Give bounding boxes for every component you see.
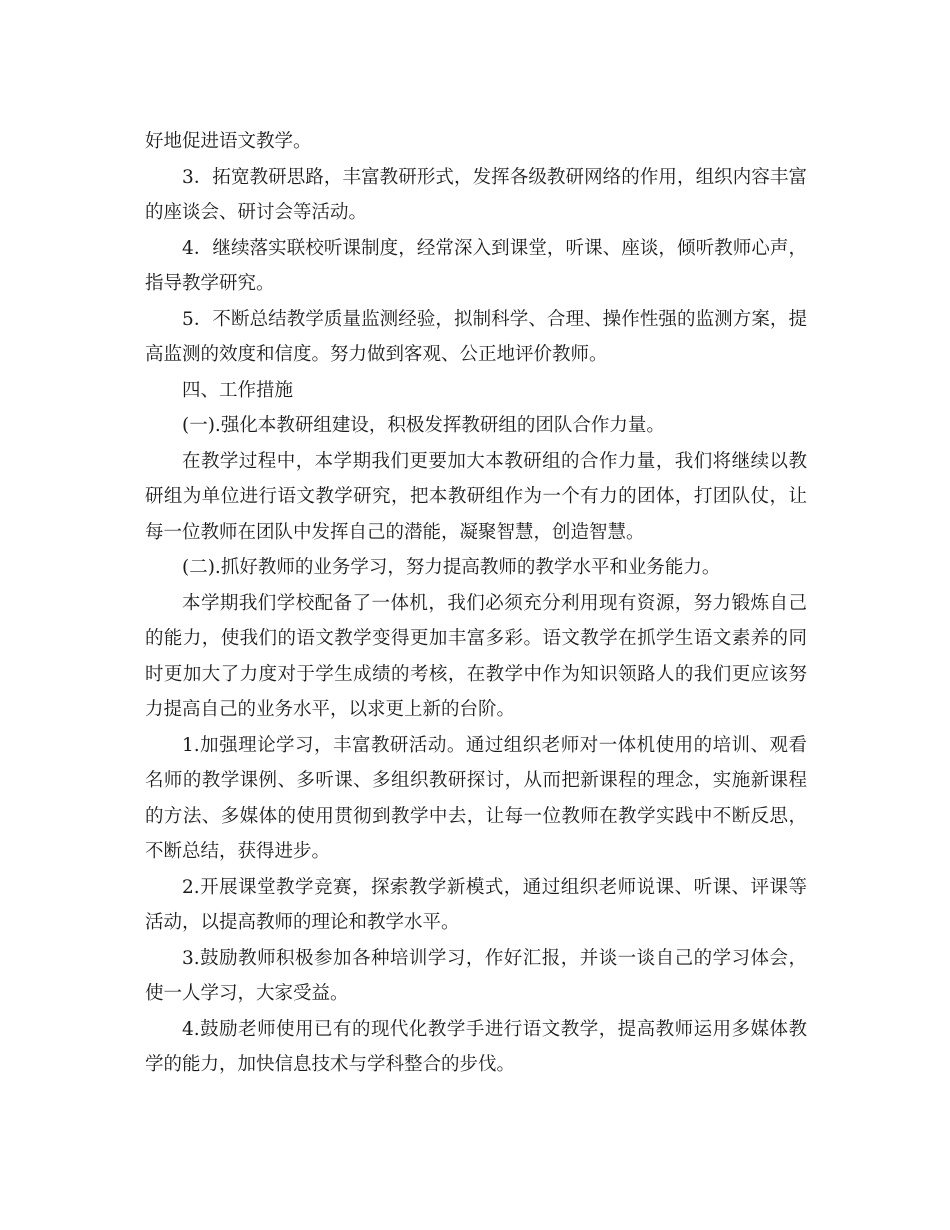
- document-body: [145, 124, 807, 1083]
- paragraph-professional-study: 本学期我们学校配备了一体机，我们必须充分利用现有资源，努力锻炼自己的能力，使我们的语文教学变得更加丰富多彩。语文教学在抓学生语文素养的同时更加大了力度对于学生成绩的考核，在教学中作为知识领路人的我们更应该努力提高自己的业务水平，以求更上新的台阶。: [145, 592, 807, 720]
- paragraph-item-5: 5．不断总结教学质量监测经验，拟制科学、合理、操作性强的监测方案，提高监测的效度和信度。努力做到客观、公正地评价教师。: [145, 308, 807, 365]
- subsection-heading-2: (二).抓好教师的业务学习，努力提高教师的教学水平和业务能力。: [182, 557, 721, 578]
- measure-item-1: 1.加强理论学习，丰富教研活动。通过组织老师对一体机使用的培训、观看名师的教学课例、多听课、多组织教研探讨，从而把新课程的理念，实施新课程的方法、多媒体的使用贯彻到教学中去，让每一位教师在教学实践中不断反思，不断总结，获得进步。: [145, 734, 807, 862]
- paragraph-team-building: 在教学过程中，本学期我们更要加大本教研组的合作力量，我们将继续以教研组为单位进行语文教学研究，把本教研组作为一个有力的团体，打团队仗，让每一位教师在团队中发挥自己的潜能，凝聚智慧，创造智慧。: [145, 450, 807, 543]
- measure-item-2: 2.开展课堂教学竞赛，探索教学新模式，通过组织老师说课、听课、评课等活动，以提高教师的理论和教学水平。: [145, 876, 807, 933]
- measure-item-3: 3.鼓励教师积极参加各种培训学习，作好汇报，并谈一谈自己的学习体会，使一人学习，大家受益。: [145, 947, 807, 1004]
- paragraph-item-4: 4．继续落实联校听课制度，经常深入到课堂，听课、座谈，倾听教师心声，指导教学研究。: [145, 237, 807, 294]
- paragraph-item-3: 3．拓宽教研思路，丰富教研形式，发挥各级教研网络的作用，组织内容丰富的座谈会、研讨会等活动。: [145, 166, 807, 223]
- section-heading-measures: 四、工作措施: [182, 379, 294, 401]
- measure-item-4: 4.鼓励老师使用已有的现代化教学手进行语文教学，提高教师运用多媒体教学的能力，加快信息技术与学科整合的步伐。: [145, 1018, 807, 1075]
- paragraph-continuation: 好地促进语文教学。: [145, 131, 312, 152]
- subsection-heading-1: (一).强化本教研组建设，积极发挥教研组的团队合作力量。: [182, 415, 665, 436]
